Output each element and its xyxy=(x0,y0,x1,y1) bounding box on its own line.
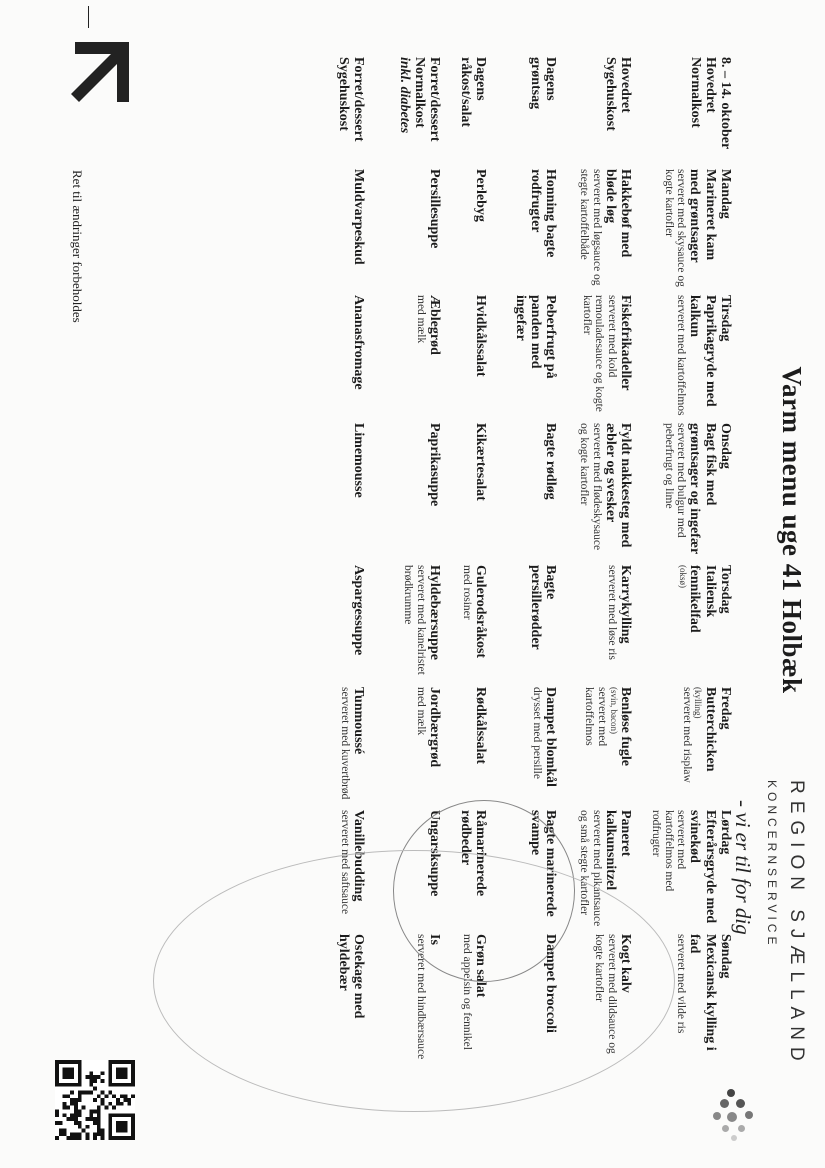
menu-cell xyxy=(558,169,633,295)
footer-note: Ret til ændringer forbeholdes xyxy=(70,170,85,323)
org-slogan: - vi er til for dig xyxy=(731,800,755,935)
dish-description: med rosiner xyxy=(460,565,473,620)
page-title: Varm menu uge 41 Holbæk xyxy=(777,366,807,694)
menu-cell xyxy=(488,934,558,1074)
dish-description: serveret med kartoffelmos xyxy=(583,687,608,747)
menu-cell xyxy=(488,565,558,687)
dish-name: Ananasfromage xyxy=(351,295,366,390)
dish-name: Dampet broccoli xyxy=(543,934,558,1033)
dish-name: Muldvarpeskud xyxy=(351,169,366,265)
menu-cell xyxy=(633,295,733,423)
day-name: Søndag xyxy=(718,934,733,979)
menu-cell xyxy=(442,565,488,687)
dish-name: Benløse fugle xyxy=(618,687,633,766)
dish-name: Bagte rødløg xyxy=(543,423,558,500)
row-label xyxy=(633,57,733,169)
menu-cell xyxy=(366,423,442,565)
qr-code-icon xyxy=(55,1060,135,1140)
menu-cell xyxy=(633,565,733,687)
menu-cell xyxy=(488,423,558,565)
dish-name: Persillesuppe xyxy=(427,169,442,249)
menu-cell xyxy=(633,687,733,810)
dish-name: Ungarsksuppe xyxy=(427,810,442,897)
row-label xyxy=(558,57,633,169)
dish-description: serveret med kanelristet brødkrumme xyxy=(402,565,427,675)
menu-row xyxy=(366,57,442,1074)
region-logo-dots-icon xyxy=(705,1085,765,1145)
row-label xyxy=(488,57,558,169)
menu-cell xyxy=(366,169,442,295)
row-label-line: Forret/dessert xyxy=(427,57,442,142)
menu-cell xyxy=(558,295,633,423)
menu-cell xyxy=(442,687,488,810)
row-label-line: Hovedret xyxy=(618,57,633,113)
row-label-line: Dagens xyxy=(543,57,558,101)
dish-name: Italiensk fennikelfad xyxy=(687,565,718,633)
dish-name: Fiskefrikadeller xyxy=(618,295,633,391)
dish-description: serveret med kartoffelmos med rodfrugter xyxy=(650,810,688,892)
divider-line xyxy=(88,6,89,28)
dish-name: Rødkålssalat xyxy=(473,687,488,765)
row-label-line: inkl. diabetes xyxy=(396,57,412,134)
menu-row xyxy=(558,57,633,1074)
dish-name: Aspargessuppe xyxy=(351,565,366,656)
menu-cell xyxy=(326,687,366,810)
row-label-line: råkost/salat xyxy=(457,57,473,127)
dish-name: Råmarinerede rødbeder xyxy=(457,810,488,897)
menu-cell xyxy=(558,687,633,810)
menu-row xyxy=(442,57,488,1074)
dish-description: serveret med dildsauce og kogte kartofler xyxy=(593,934,618,1054)
dish-name: Limemousse xyxy=(351,423,366,498)
dish-note: (kylling) xyxy=(693,687,704,719)
menu-cell xyxy=(558,423,633,565)
menu-cell xyxy=(366,295,442,423)
dish-name: Bagte marinerede svampe xyxy=(527,810,558,917)
menu-cell xyxy=(326,934,366,1074)
dish-description: serveret med kartoffelmos xyxy=(675,295,688,416)
dish-name: Mexicansk kylling i fad xyxy=(687,934,718,1051)
org-sub: KONCERNSERVICE xyxy=(765,780,779,949)
dish-name: Hvidkålssalat xyxy=(473,295,488,377)
dish-description: serveret med kold remouladesauce og kogte kartofler xyxy=(580,295,618,412)
menu-cell xyxy=(442,810,488,934)
dish-description: serveret med skysauce og kogte kartofler xyxy=(662,169,688,287)
dish-name: Paprikagryde med kalkun xyxy=(687,295,718,407)
row-label-line: Forret/dessert xyxy=(351,57,366,142)
menu-cell xyxy=(488,810,558,934)
dish-name: Fyldt nakkesteg med æbler og svesker xyxy=(602,423,633,548)
dish-description: med mælk xyxy=(414,295,427,344)
dish-description: serveret med kuvertbrød xyxy=(338,687,351,800)
row-label-line: Dagens xyxy=(473,57,488,101)
dish-name: Perlebyg xyxy=(473,169,488,222)
menu-cell xyxy=(633,934,733,1074)
day-name: Tirsdag xyxy=(718,295,733,342)
menu-cell xyxy=(366,565,442,687)
dish-name: Vanillebudding xyxy=(351,810,366,902)
row-label-line: grøntsag xyxy=(527,57,543,110)
menu-cell xyxy=(326,423,366,565)
dish-name: Kikærtesalat xyxy=(473,423,488,501)
menu-cell xyxy=(558,565,633,687)
row-label xyxy=(442,57,488,169)
dish-description: serveret med risplaw xyxy=(680,687,693,783)
menu-cell xyxy=(633,810,733,934)
menu-cell xyxy=(558,810,633,934)
dish-name: Gulerodsråkost xyxy=(473,565,488,659)
menu-table xyxy=(326,57,733,1074)
dish-name: Kogt kalv xyxy=(618,934,633,993)
menu-cell xyxy=(366,687,442,810)
dish-name: Æblegrød xyxy=(427,295,442,355)
menu-row-hovedret-normalkost xyxy=(633,57,733,1074)
menu-cell xyxy=(442,295,488,423)
dish-description: serveret med flødeskysauce og kogte kartofler xyxy=(578,423,603,551)
menu-cell xyxy=(488,687,558,810)
dish-name: Paprikasuppe xyxy=(427,423,442,507)
row-label-line: Normalkost xyxy=(687,57,703,128)
dish-name: Tunmoussé xyxy=(351,687,366,755)
dish-name: Karrykylling xyxy=(618,565,633,644)
menu-cell xyxy=(442,169,488,295)
menu-cell xyxy=(326,295,366,423)
menu-cell xyxy=(366,810,442,934)
dish-name: Is xyxy=(427,934,442,945)
row-label-line: Sygehuskost xyxy=(335,57,351,131)
arrow-logo-icon xyxy=(67,40,137,110)
menu-cell xyxy=(442,934,488,1074)
menu-cell xyxy=(366,934,442,1074)
dish-name: Bagt fisk med grøntsager og ingefær xyxy=(687,423,718,555)
dish-description: serveret med vilde ris xyxy=(675,934,688,1034)
dish-name: Marineret kam med grøntsager xyxy=(687,169,718,263)
row-label xyxy=(326,57,366,169)
menu-cell xyxy=(633,423,733,565)
row-label-line: Sygehuskost xyxy=(602,57,618,131)
dish-note: (svin, bacon) xyxy=(608,687,619,734)
dish-name: Grøn salat xyxy=(473,934,488,998)
dish-name: Dampet blomkål xyxy=(543,687,558,787)
menu-cell xyxy=(326,565,366,687)
day-name: Torsdag xyxy=(718,565,733,614)
menu-cell xyxy=(488,169,558,295)
day-name: Fredag xyxy=(718,687,733,730)
dish-description: serveret med pikantsauce og små stegte kartofler xyxy=(578,810,603,927)
menu-cell xyxy=(633,169,733,295)
dish-description: serveret med bulgur med peberfrugt og lime xyxy=(662,423,688,538)
row-label-line: Normalkost xyxy=(411,57,427,128)
dish-description: serveret med løgsauce og stegte kartoffelbåde xyxy=(578,169,603,286)
dish-name: Bagte persillerødder xyxy=(527,565,558,650)
dish-name: Butterchicken xyxy=(702,687,718,772)
dish-note: (oksø) xyxy=(678,565,689,588)
dish-name: Hakkebøf med bløde løg xyxy=(602,169,633,258)
menu-row xyxy=(326,57,366,1074)
menu-period: 8. – 14. oktober xyxy=(718,57,733,150)
row-label xyxy=(366,57,442,169)
dish-description: med mælk xyxy=(414,687,427,736)
org-name: REGION SJÆLLAND xyxy=(786,780,807,1068)
dish-name: Hyldebærsuppe xyxy=(427,565,442,660)
dish-description: serveret med saftsauce xyxy=(338,810,351,915)
dish-name: Efterårsgryde med svinekød xyxy=(687,810,718,924)
dish-description: drysset med persille xyxy=(530,687,543,779)
menu-cell xyxy=(326,810,366,934)
day-name: Onsdag xyxy=(718,423,733,469)
dish-name: Jordbærgrød xyxy=(427,687,442,768)
dish-description: med appelsin og fennikel xyxy=(460,934,473,1050)
day-name: Mandag xyxy=(718,169,733,219)
dish-name: Peberfrugt på panden med ingefær xyxy=(512,295,558,379)
menu-row xyxy=(488,57,558,1074)
day-name: Lørdag xyxy=(718,810,733,855)
dish-name: Honning bagte rodfrugter xyxy=(527,169,558,258)
row-label-line: Hovedret xyxy=(702,57,718,113)
menu-cell xyxy=(442,423,488,565)
dish-name: Ostekage med hyldebær xyxy=(335,934,366,1019)
menu-cell xyxy=(558,934,633,1074)
menu-cell xyxy=(488,295,558,423)
dish-description: serveret med hindbærsauce xyxy=(414,934,427,1060)
dish-description: serveret med løse ris xyxy=(605,565,618,660)
menu-cell xyxy=(326,169,366,295)
dish-name: Paneret kalkunsnitzel xyxy=(602,810,633,891)
